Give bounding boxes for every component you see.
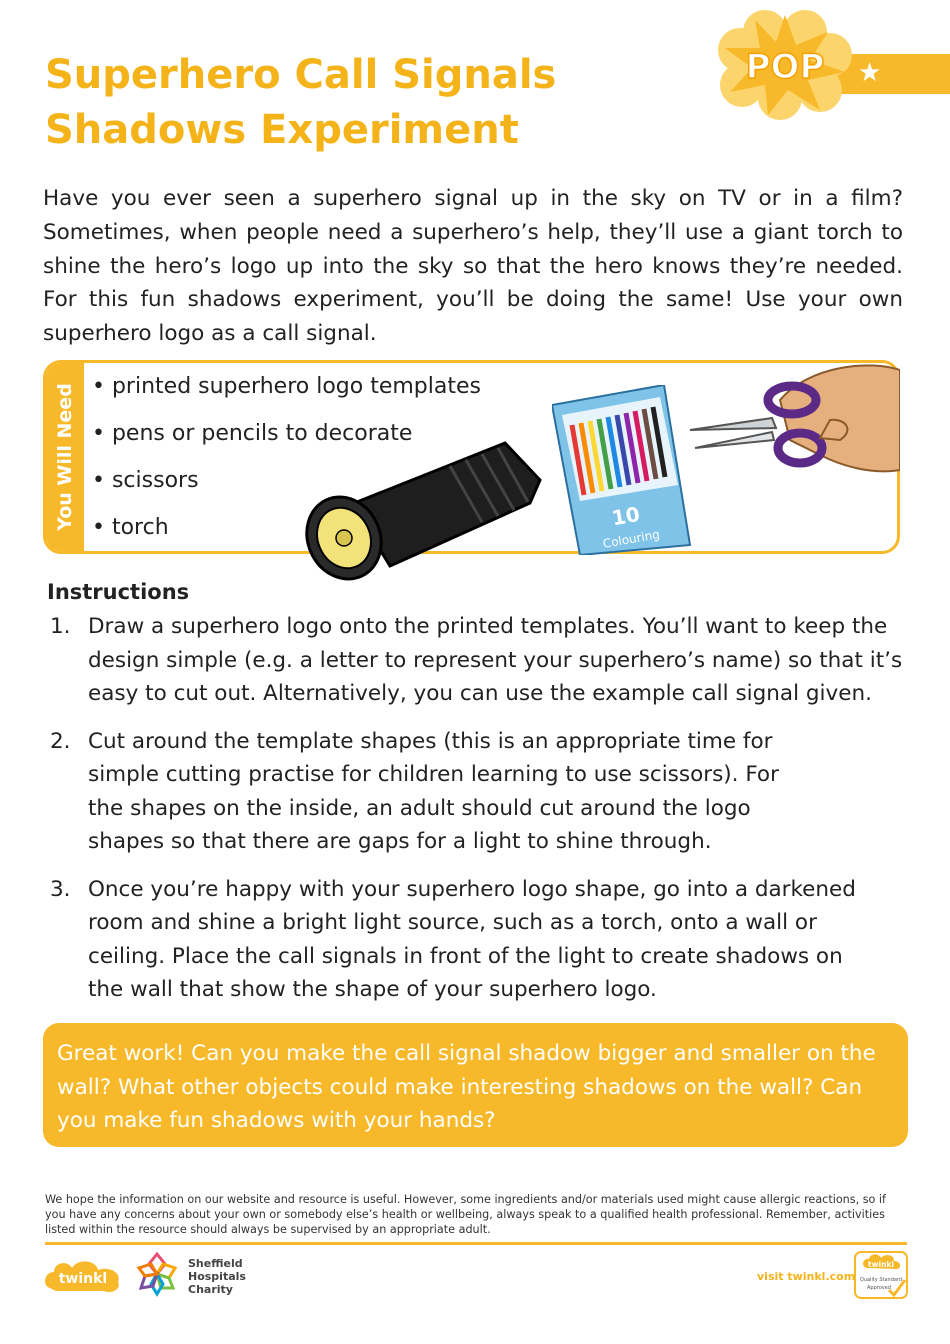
sheffield-hospitals-charity-logo [135, 1250, 180, 1298]
visit-twinkl-link[interactable]: visit twinkl.com [757, 1270, 856, 1283]
charity-line-3: Charity [188, 1283, 233, 1296]
footer-divider [45, 1242, 907, 1245]
disclaimer-text: We hope the information on our website and resource is useful. However, some ingredients and/or materials used might cause allergic reactions, so if you have any concerns about your own or somebody else’s health or wellbeing, always speak to a qualified health professional. Remember, activities listed within the resource should always be supervised by an appropriate adult. [45, 1193, 886, 1237]
pop-badge-text: POP [745, 47, 825, 87]
twinkl-logo-text: twinkl [58, 1271, 108, 1287]
instructions-heading: Instructions [47, 580, 190, 604]
step-text: Cut around the template shapes (this is an appropriate time for simple cutting practise for children learning to use scissors). For the shapes on the inside, an adult should cut around the logo shapes so that there are gaps for a light to shine through. [88, 728, 779, 854]
intro-paragraph: Have you ever seen a superhero signal up in the sky on TV or in a film? Sometimes, when people need a superhero’s help, they’ll use a giant torch to shine the hero’s logo up into the sky so that the hero knows they’re needed. For this fun shadows experiment, you’ll be doing the same! Use your own superhero logo as a call signal. [43, 186, 903, 347]
list-item [50, 725, 910, 859]
step-number: 1. [50, 614, 71, 639]
charity-line-2: Hospitals [188, 1270, 246, 1283]
pencil-box-text: Colouring [601, 527, 661, 551]
title-line-1: Superhero Call Signals [45, 52, 557, 98]
step-text: Draw a superhero logo onto the printed templates. You’ll want to keep the design simple (e.g. a letter to represent your superhero’s name) so that it’s easy to cut out. Alternatively, you can use the example call signal given. [88, 614, 903, 706]
list-item: • scissors [92, 468, 199, 493]
list-item [50, 873, 910, 1007]
step-number: 3. [50, 876, 71, 902]
badge-line-1: Quality Standard [859, 1277, 903, 1283]
twinkl-logo[interactable] [44, 1258, 122, 1294]
step-number: 2. [50, 728, 71, 754]
pencil-box-number: 10 [609, 501, 642, 531]
you-will-need-strip [46, 363, 84, 551]
step-text: Once you’re happy with your superhero logo shape, go into a darkened room and shine a bright light source, such as a torch, onto a wall or ceiling. Place the call signals in front of the light to create shadows on the wall that show the shape of your superhero logo. [88, 876, 856, 1002]
charity-line-1: Sheffield [188, 1257, 243, 1270]
badge-logo-text: twinkl [868, 1260, 894, 1269]
instructions-list [50, 610, 910, 1021]
title-line-2: Shadows Experiment [45, 107, 519, 153]
list-item: • pens or pencils to decorate [92, 421, 413, 446]
callout-box: Great work! Can you make the call signal shadow bigger and smaller on the wall? What other objects could make interesting shadows on the wall? Can you make fun shadows with your hands? [43, 1023, 908, 1147]
torch-illustration [300, 438, 545, 586]
list-item: • printed superhero logo templates [92, 374, 481, 399]
you-will-need-label: You Will Need [54, 383, 76, 531]
scissors-illustration [680, 360, 900, 480]
list-item [50, 610, 910, 711]
pencil-box-illustration [552, 385, 692, 555]
quality-standard-badge [853, 1250, 909, 1300]
page-title [45, 48, 556, 158]
charity-name [188, 1257, 246, 1296]
badge-line-2: Approved [867, 1285, 891, 1291]
star-icon: ★ [858, 58, 882, 88]
list-item: • torch [92, 515, 169, 540]
pop-burst-badge [710, 10, 860, 120]
